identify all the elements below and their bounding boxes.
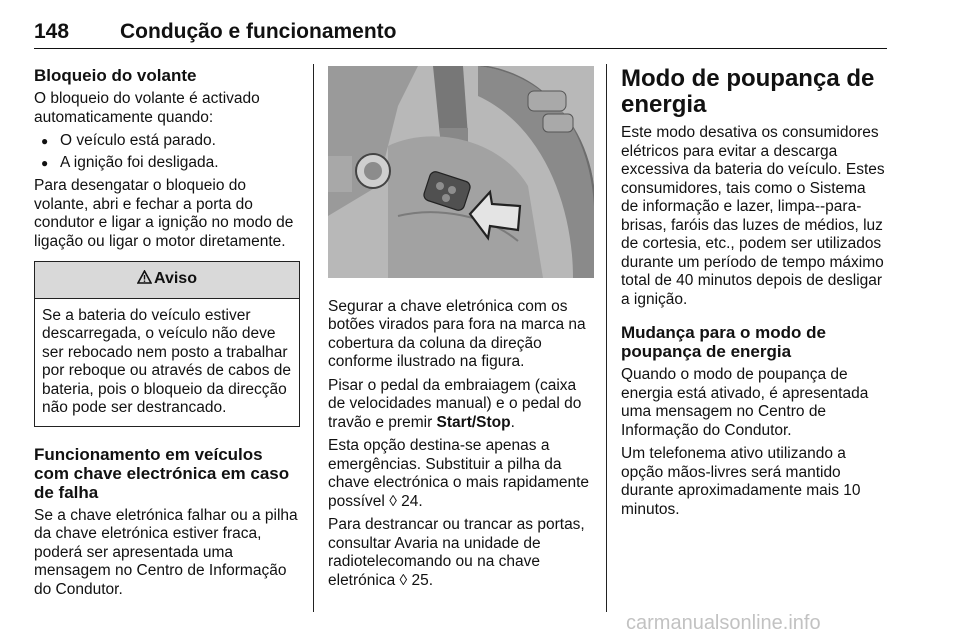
hold-key-text: Segurar a chave eletrónica com os botões virados para fora na marca na cobertura da coluna da direção conforme ilustrado na figura. (328, 297, 586, 370)
warning-triangle-icon (137, 270, 152, 284)
handsfree-call-text: Um telefonema ativo utilizando a opção mãos-livres será mantido durante aproximadamente mais 10 minutos. (621, 445, 861, 518)
page-ref-icon: ◊ (399, 571, 408, 589)
page-ref-icon: ◊ (389, 492, 397, 510)
steering-lock-release: Para desengatar o bloqueio do volante, abri e fechar a porta do condutor e ligar a ignição no modo de ligação ou ligar o motor diretamente. (34, 177, 294, 250)
list-item: ● O veículo está parado. (34, 132, 300, 151)
column-right (621, 66, 887, 524)
list-item: ● A ignição foi desligada. (34, 154, 300, 173)
column-divider (606, 64, 607, 612)
electronic-key-failure-text: Se a chave eletrónica falhar ou a pilha da chave eletrónica estiver fraca, poderá ser apresentada uma mensagem no Centro de Informação do Condutor. (34, 506, 298, 598)
energy-mode-message-text: Quando o modo de poupança de energia está ativado, é apresentada uma mensagem no Centro de Informação do Condutor. (621, 366, 869, 439)
column-left (34, 66, 300, 604)
page-ref: 25. (411, 571, 434, 589)
column-middle (328, 66, 594, 595)
steering-lock-intro: O bloqueio do volante é activado automaticamente quando: (34, 90, 260, 126)
header-rule (34, 48, 887, 49)
heading-energy-saving-mode: Modo de poupança de energia (621, 65, 875, 118)
warning-header (35, 262, 299, 299)
page-ref: 24. (401, 492, 423, 510)
warning-label: Aviso (154, 270, 197, 287)
press-start-text: Pisar o pedal da embraiagem (caixa de velocidades manual) e o pedal do travão e premir Start/Stop. (328, 376, 582, 431)
watermark: carmanualsonline.info (626, 612, 821, 634)
warning-text: Se a bateria do veículo estiver descarregada, o veículo não deve ser rebocado nem posto a trabalhar por reboque ou através de cabos de bateria, pois o bloqueio da direcção não pode ser destrancado. (42, 306, 292, 416)
start-stop-key: Start/Stop (436, 413, 511, 431)
page-number: 148 (34, 20, 70, 43)
warning-box (34, 261, 300, 427)
emergency-text: Esta opção destina-se apenas a emergências. Substituir a pilha da chave electrónica o mais rapidamente possível ◊ 24. (328, 437, 590, 510)
energy-saving-description: Este modo desativa os consumidores elétricos para evitar a descarga excessiva da bateria do veículo. Estes consumidores, tais como o Sistema de informação e lazer, limpa--para-brisas, faróis das luzes de médios, luz de cortesia, etc., podem ser utilizados durante um período de tempo máximo total de 40 minutos depois de desligar a ignição. (621, 124, 885, 308)
section-title: Condução e funcionamento (120, 20, 397, 43)
heading-steering-lock: Bloqueio do volante (34, 66, 197, 85)
steering-column-key-illustration (328, 66, 594, 278)
unlock-doors-text: Para destrancar ou trancar as portas, consultar Avaria na unidade de radiotelecomando ou na chave eletrónica ◊ 25. (328, 516, 585, 589)
heading-electronic-key-failure: Funcionamento em veículos com chave electrónica em caso de falha (34, 444, 290, 502)
heading-switch-energy-mode: Mudança para o modo de poupança de energia (621, 323, 826, 361)
column-divider (313, 64, 314, 612)
steering-lock-conditions (34, 132, 300, 172)
